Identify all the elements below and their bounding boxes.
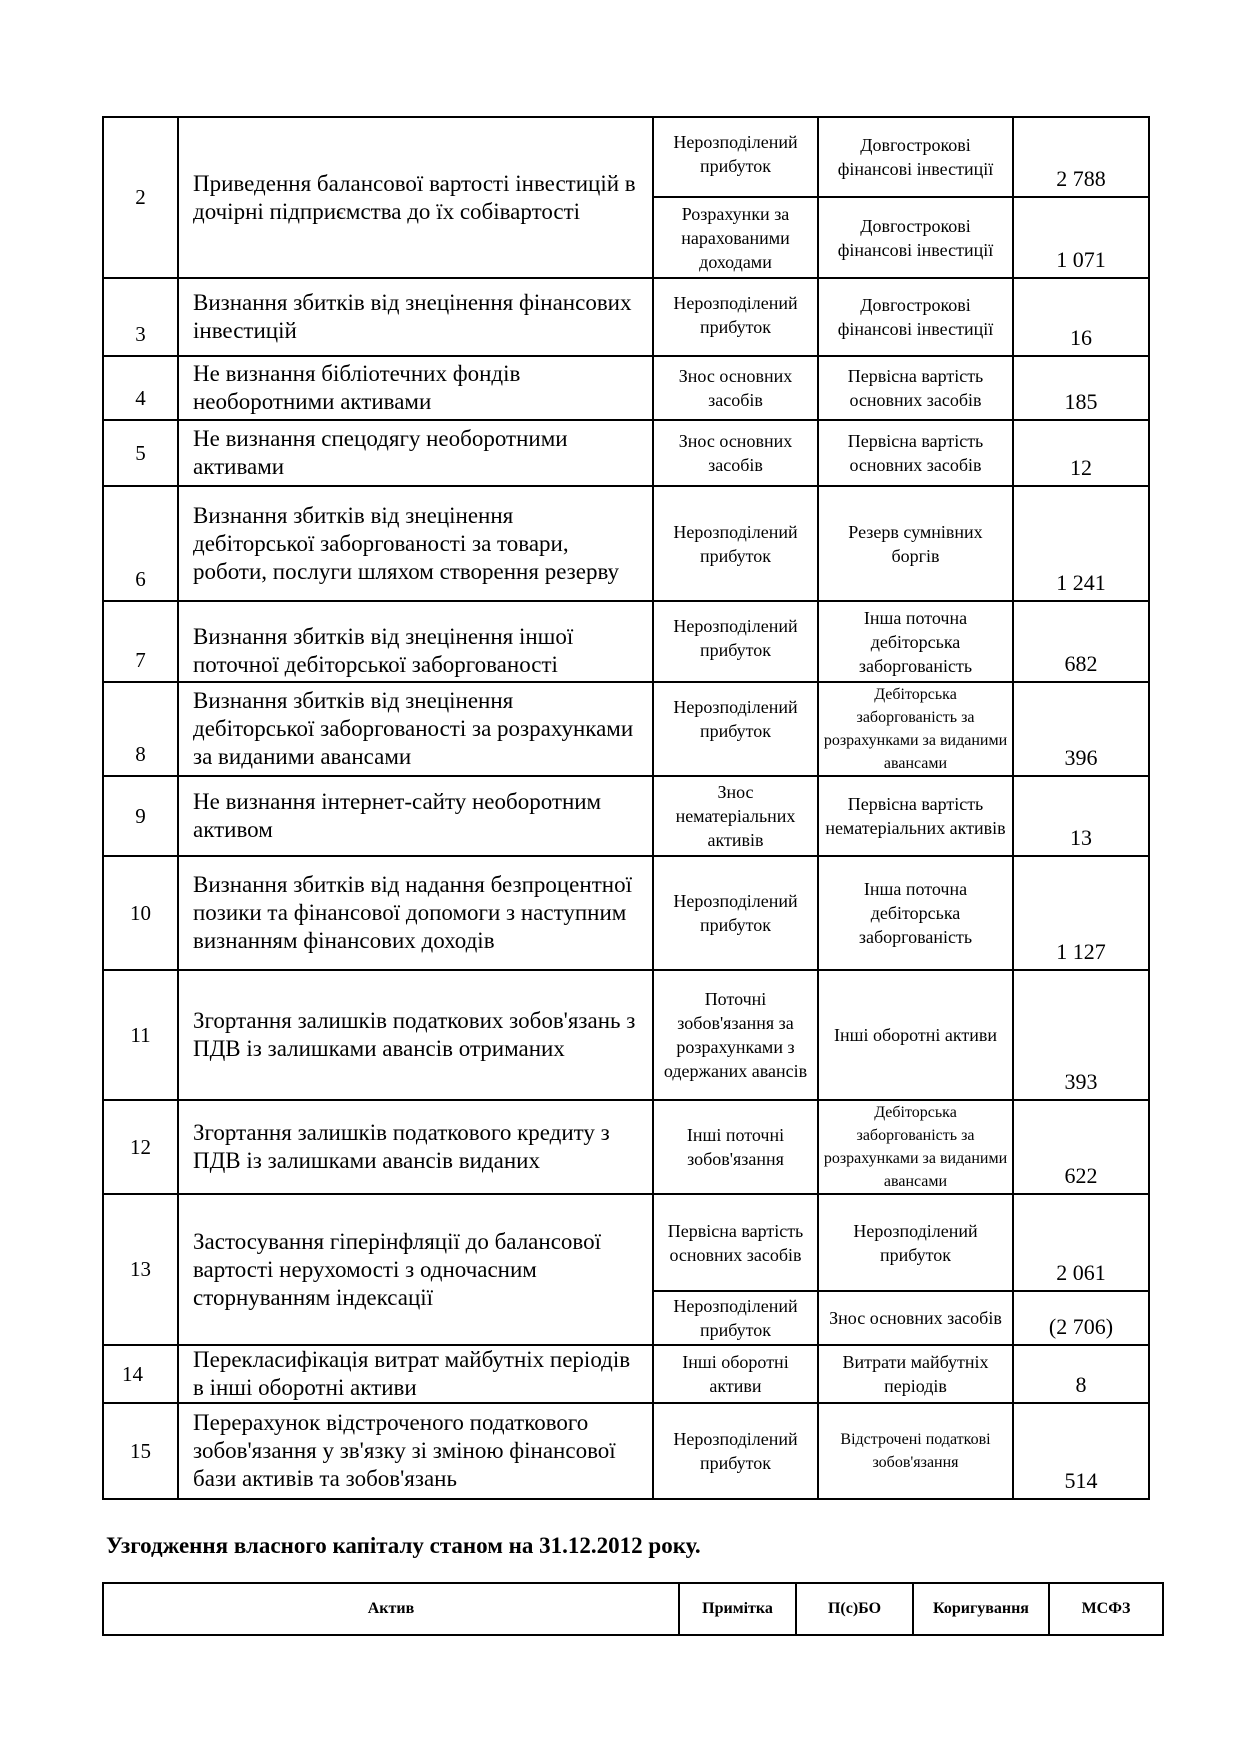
debit-account: Інші поточні зобов'язання [653, 1100, 818, 1194]
debit-account: Знос нематеріальних активів [653, 776, 818, 856]
credit-account: Витрати майбутніх періодів [818, 1345, 1013, 1403]
table-row [103, 601, 1149, 682]
amount: 185 [1013, 356, 1149, 420]
table-row [103, 420, 1149, 486]
debit-account: Нерозподілений прибуток [653, 1291, 818, 1345]
debit-account: Розрахунки за нарахованими доходами [653, 197, 818, 278]
adjustments-table [102, 116, 1150, 1500]
credit-account: Інші оборотні активи [818, 970, 1013, 1100]
credit-account: Довгострокові фінансові інвестиції [818, 278, 1013, 356]
amount: 8 [1013, 1345, 1149, 1403]
credit-account: Відстрочені податкові зобов'язання [818, 1403, 1013, 1499]
table-row [103, 486, 1149, 601]
debit-account: Нерозподілений прибуток [653, 486, 818, 601]
table-row [103, 856, 1149, 970]
credit-account: Резерв сумнівних боргів [818, 486, 1013, 601]
amount: 13 [1013, 776, 1149, 856]
debit-account: Знос основних засобів [653, 356, 818, 420]
amount: 1 241 [1013, 486, 1149, 601]
table-row [103, 1194, 1149, 1291]
row-description: Згортання залишків податкового кредиту з ПДВ із залишками авансів виданих [178, 1100, 653, 1194]
amount: 393 [1013, 970, 1149, 1100]
row-number: 7 [103, 601, 178, 682]
row-description: Не визнання бібліотечних фондів необоротними активами [178, 356, 653, 420]
amount: 12 [1013, 420, 1149, 486]
table-header-row [103, 1583, 1163, 1635]
column-header-ifrs: МСФЗ [1049, 1583, 1163, 1635]
amount: 1 127 [1013, 856, 1149, 970]
row-number: 14 [103, 1345, 178, 1403]
amount: 16 [1013, 278, 1149, 356]
debit-account: Нерозподілений прибуток [653, 682, 818, 776]
amount: 1 071 [1013, 197, 1149, 278]
table-row [103, 1345, 1149, 1403]
table-row [103, 278, 1149, 356]
table-row [103, 970, 1149, 1100]
row-number: 8 [103, 682, 178, 776]
credit-account: Первісна вартість нематеріальних активів [818, 776, 1013, 856]
row-description: Визнання збитків від знецінення дебіторської заборгованості за товари, роботи, послуги шляхом створення резерву [178, 486, 653, 601]
row-description: Перерахунок відстроченого податкового зобов'язання у зв'язку зі зміною фінансової бази активів та зобов'язань [178, 1403, 653, 1499]
row-number: 9 [103, 776, 178, 856]
amount: 622 [1013, 1100, 1149, 1194]
debit-account: Нерозподілений прибуток [653, 117, 818, 197]
row-number: 4 [103, 356, 178, 420]
row-description: Приведення балансової вартості інвестицій в дочірні підприємства до їх собівартості [178, 117, 653, 278]
debit-account: Поточні зобов'язання за розрахунками з одержаних авансів [653, 970, 818, 1100]
amount: 2 788 [1013, 117, 1149, 197]
credit-account: Первісна вартість основних засобів [818, 356, 1013, 420]
table-row [103, 1100, 1149, 1194]
row-description: Не визнання інтернет-сайту необоротним активом [178, 776, 653, 856]
table-row [103, 776, 1149, 856]
debit-account: Нерозподілений прибуток [653, 1403, 818, 1499]
row-number: 13 [103, 1194, 178, 1345]
row-number: 3 [103, 278, 178, 356]
row-description: Визнання збитків від знецінення фінансових інвестицій [178, 278, 653, 356]
debit-account: Знос основних засобів [653, 420, 818, 486]
row-description: Згортання залишків податкових зобов'язань з ПДВ із залишками авансів отриманих [178, 970, 653, 1100]
row-description: Визнання збитків від надання безпроцентної позики та фінансової допомоги з наступним визнанням фінансових доходів [178, 856, 653, 970]
credit-account: Дебіторська заборгованість за розрахунками за виданими авансами [818, 682, 1013, 776]
column-header-note: Примітка [679, 1583, 796, 1635]
table-row [103, 356, 1149, 420]
table-row [103, 117, 1149, 197]
amount: (2 706) [1013, 1291, 1149, 1345]
debit-account: Первісна вартість основних засобів [653, 1194, 818, 1291]
row-description: Застосування гіперінфляції до балансової вартості нерухомості з одночасним сторнуванням індексації [178, 1194, 653, 1345]
column-header-local-gaap: П(с)БО [796, 1583, 913, 1635]
row-number: 12 [103, 1100, 178, 1194]
row-description: Визнання збитків від знецінення іншої поточної дебіторської заборгованості [178, 601, 653, 682]
credit-account: Дебіторська заборгованість за розрахунками за виданими авансами [818, 1100, 1013, 1194]
amount: 2 061 [1013, 1194, 1149, 1291]
column-header-adjustment: Коригування [913, 1583, 1049, 1635]
credit-account: Знос основних засобів [818, 1291, 1013, 1345]
amount: 396 [1013, 682, 1149, 776]
reconciliation-table [102, 1582, 1164, 1636]
row-number: 10 [103, 856, 178, 970]
debit-account: Нерозподілений прибуток [653, 601, 818, 682]
row-number: 11 [103, 970, 178, 1100]
debit-account: Інші оборотні активи [653, 1345, 818, 1403]
row-number: 2 [103, 117, 178, 278]
row-number: 5 [103, 420, 178, 486]
row-number: 6 [103, 486, 178, 601]
credit-account: Первісна вартість основних засобів [818, 420, 1013, 486]
credit-account: Інша поточна дебіторська заборгованість [818, 601, 1013, 682]
row-number: 15 [103, 1403, 178, 1499]
debit-account: Нерозподілений прибуток [653, 278, 818, 356]
table-row [103, 1403, 1149, 1499]
credit-account: Довгострокові фінансові інвестиції [818, 197, 1013, 278]
row-description: Не визнання спецодягу необоротними активами [178, 420, 653, 486]
table-row [103, 682, 1149, 776]
credit-account: Нерозподілений прибуток [818, 1194, 1013, 1291]
amount: 682 [1013, 601, 1149, 682]
debit-account: Нерозподілений прибуток [653, 856, 818, 970]
column-header-asset: Актив [103, 1583, 679, 1635]
amount: 514 [1013, 1403, 1149, 1499]
row-description: Перекласифікація витрат майбутніх періодів в інші оборотні активи [178, 1345, 653, 1403]
section-title: Узгодження власного капіталу станом на 31.12.2012 року. [106, 1533, 701, 1558]
credit-account: Довгострокові фінансові інвестиції [818, 117, 1013, 197]
row-description: Визнання збитків від знецінення дебіторської заборгованості за розрахунками за виданими авансами [178, 682, 653, 776]
credit-account: Інша поточна дебіторська заборгованість [818, 856, 1013, 970]
